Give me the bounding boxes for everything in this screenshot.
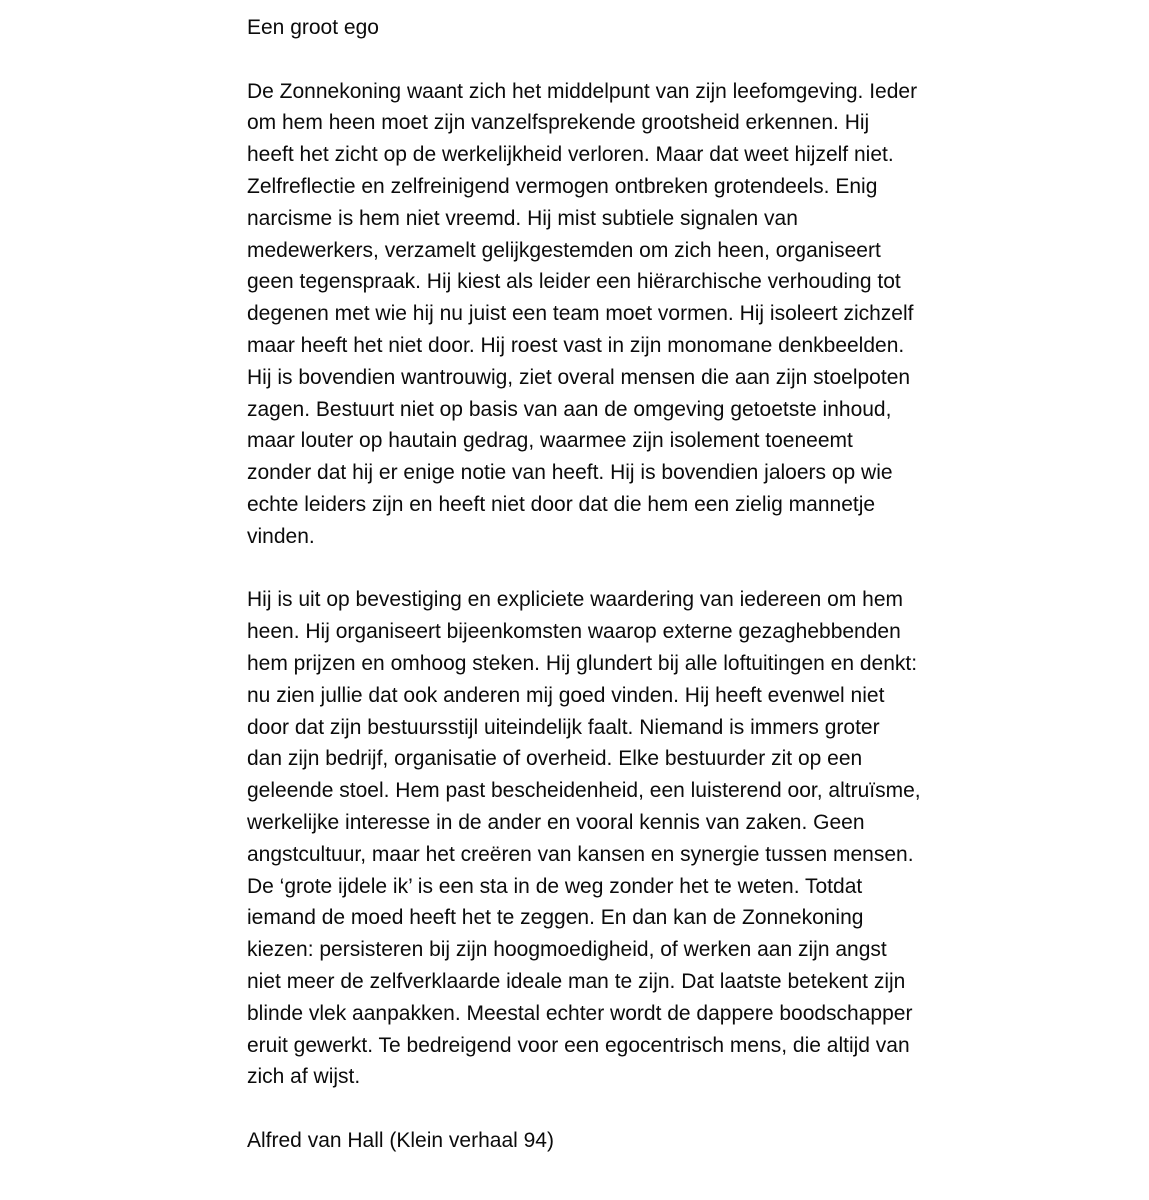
signature: Alfred van Hall (Klein verhaal 94) <box>247 1128 554 1152</box>
paragraph-line: blinde vlek aanpakken. Meestal echter wordt de dappere boodschapper <box>247 1001 913 1025</box>
spacer <box>247 1093 967 1125</box>
paragraph-line: medewerkers, verzamelt gelijkgestemden om zich heen, organiseert <box>247 238 881 262</box>
paragraph-line: Hij is bovendien wantrouwig, ziet overal mensen die aan zijn stoelpoten <box>247 365 911 389</box>
paragraph-line: Hij is uit op bevestiging en expliciete waardering van iedereen om hem <box>247 588 904 612</box>
paragraph-line: angstcultuur, maar het creëren van kansen en synergie tussen mensen. <box>247 842 914 866</box>
paragraph-line: maar louter op hautain gedrag, waarmee zijn isolement toeneemt <box>247 429 853 453</box>
paragraph-line: maar heeft het niet door. Hij roest vast in zijn monomane denkbeelden. <box>247 333 905 357</box>
paragraph-line: geen tegenspraak. Hij kiest als leider een hiërarchische verhouding tot <box>247 270 901 294</box>
paragraph-line: heen. Hij organiseert bijeenkomsten waarop externe gezaghebbenden <box>247 620 901 644</box>
paragraph-line: zonder dat hij er enige notie van heeft. Hij is bovendien jaloers op wie <box>247 461 893 485</box>
paragraph-line: narcisme is hem niet vreemd. Hij mist subtiele signalen van <box>247 206 798 230</box>
paragraph-line: om hem heen moet zijn vanzelfsprekende grootsheid erkennen. Hij <box>247 111 870 135</box>
paragraph-line: echte leiders zijn en heeft niet door dat die hem een zielig mannetje <box>247 492 876 516</box>
paragraph-line: De ‘grote ijdele ik’ is een sta in de weg zonder het te weten. Totdat <box>247 874 863 898</box>
paragraph-1 <box>247 76 967 553</box>
paragraph-line: iemand de moed heeft het te zeggen. En dan kan de Zonnekoning <box>247 906 864 930</box>
paragraph-line: degenen met wie hij nu juist een team moet vormen. Hij isoleert zichzelf <box>247 302 914 326</box>
paragraph-line: niet meer de zelfverklaarde ideale man te zijn. Dat laatste betekent zijn <box>247 969 906 993</box>
document-page <box>247 12 967 1157</box>
paragraph-line: hem prijzen en omhoog steken. Hij glundert bij alle loftuitingen en denkt: <box>247 651 918 675</box>
paragraph-line: zich af wijst. <box>247 1065 361 1089</box>
paragraph-line: door dat zijn bestuursstijl uiteindelijk faalt. Niemand is immers groter <box>247 715 880 739</box>
paragraph-line: heeft het zicht op de werkelijkheid verloren. Maar dat weet hijzelf niet. <box>247 143 894 167</box>
paragraph-line: werkelijke interesse in de ander en vooral kennis van zaken. Geen <box>247 810 865 834</box>
spacer <box>247 44 967 76</box>
paragraph-line: nu zien jullie dat ook anderen mij goed vinden. Hij heeft evenwel niet <box>247 683 885 707</box>
spacer <box>247 553 967 585</box>
paragraph-line: De Zonnekoning waant zich het middelpunt van zijn leefomgeving. Ieder <box>247 79 918 103</box>
paragraph-line: eruit gewerkt. Te bedreigend voor een egocentrisch mens, die altijd van <box>247 1033 910 1057</box>
paragraph-line: vinden. <box>247 524 315 548</box>
paragraph-line: Zelfreflectie en zelfreinigend vermogen ontbreken grotendeels. Enig <box>247 174 878 198</box>
paragraph-line: geleende stoel. Hem past bescheidenheid, een luisterend oor, altruïsme, <box>247 779 921 803</box>
paragraph-2 <box>247 584 967 1093</box>
paragraph-line: kiezen: persisteren bij zijn hoogmoedigheid, of werken aan zijn angst <box>247 938 887 962</box>
paragraph-line: zagen. Bestuurt niet op basis van aan de omgeving getoetste inhoud, <box>247 397 892 421</box>
paragraph-line: dan zijn bedrijf, organisatie of overheid. Elke bestuurder zit op een <box>247 747 863 771</box>
document-title: Een groot ego <box>247 16 379 39</box>
